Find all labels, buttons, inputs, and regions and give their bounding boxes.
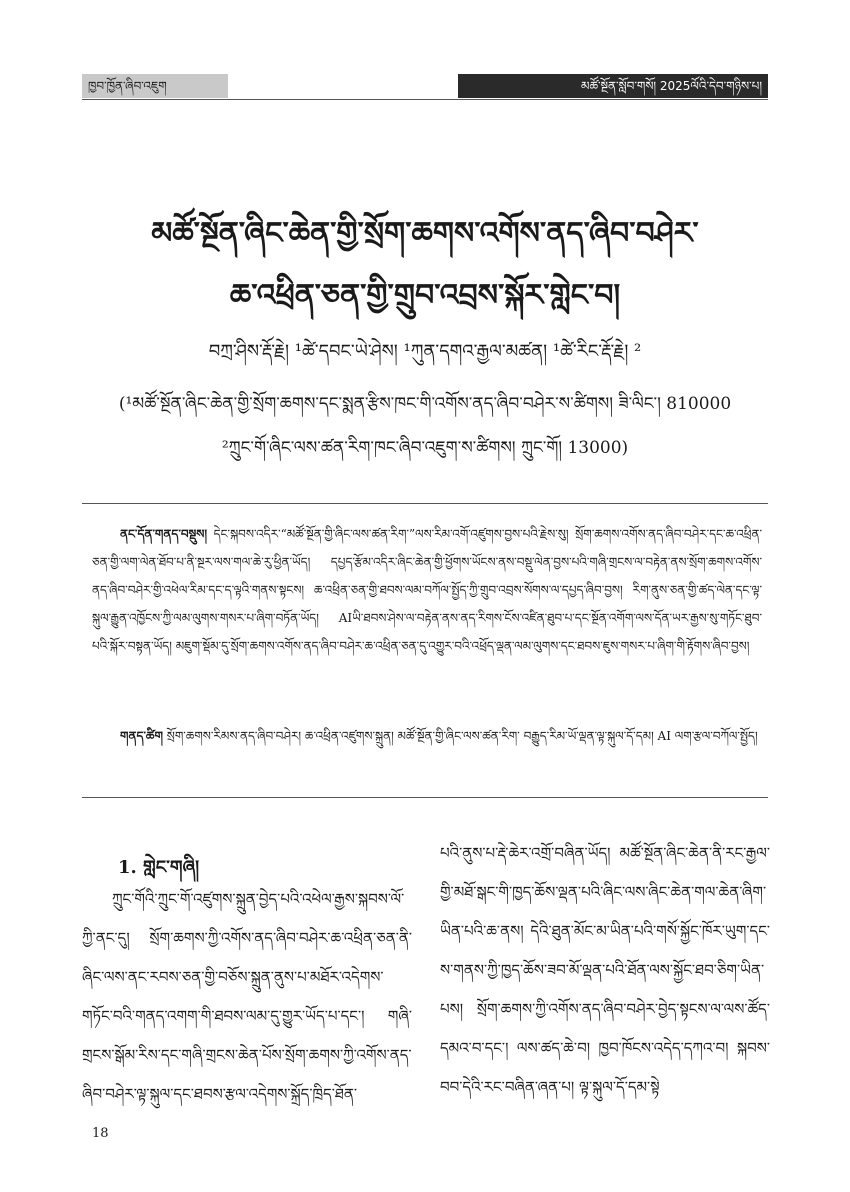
section-heading-introduction: 1. གླེང་གཞི། — [118, 857, 200, 878]
page-number: 18 — [92, 1126, 109, 1141]
abstract-top-rule — [82, 503, 768, 504]
keywords-text: སྲོག་ཆགས་རིམས་ནད་ཞིབ་བཤེར། ཆ་འཕྲིན་འཛུགས་སྐྲུན། མཚོ་སྔོན་གྱི་ཞིང་ལས་ཚན་རིག་ བརྒྱུད་རིམ་ཡོ་ལྡན་ལྟ་སྐུལ་དོ་དམ། AI ལག་རྩལ་བཀོལ་སྤྱོད། — [166, 729, 758, 743]
affiliation-line-2: ²ཀྲུང་གོ་ཞིང་ལས་ཚན་རིག་ཁང་ཞིབ་འཇུག་ས་ཚིགས། ཀྲུང་གོ། 13000) — [221, 438, 629, 458]
article-title-line-1: མཚོ་སྔོན་ཞིང་ཆེན་གྱི་སྲོག་ཆགས་འགོས་ནད་ཞིབ་བཤེར་ — [151, 216, 699, 251]
author-list: བཀྲ་ཤིས་རྡོ་རྗེ། ¹ཚེ་དབང་ཡེ་ཤེས། ¹ཀུན་དགའ་རྒྱལ་མཚན། ¹ཚེ་རིང་རྡོ་རྗེ། ² — [208, 341, 642, 362]
running-header-left: ཁྱབ་ཁྱོན་ཞིབ་འཇུག — [82, 74, 228, 98]
abstract-label: ནང་དོན་གནད་བསྡུས། — [120, 527, 208, 541]
keywords-label: གནད་ཚིག — [120, 729, 163, 743]
article-title-line-2: ཆ་འཕྲིན་ཅན་གྱི་གྲུབ་འབྲས་སྐོར་གླེང་བ། — [229, 278, 621, 313]
abstract-text: དེང་སྐབས་འདིར་“མཚོ་སྔོན་གྱི་ཞིང་ལས་ཚན་རིག་”ལས་རིམ་འགོ་འཛུགས་བྱས་པའི་རྗེས་སུ། སྲོག་ཆགས་འགོས་ནད་ཞིབ་བཤེར་དང་ཆ་འཕྲིན་ཅན་གྱི་ལག་ལེན་ཐོབ་པ་ནི་སྔར་ལས་གལ་ཆེ་རུ་ཕྱིན་ཡོད། དཔྱད་རྩོམ་འདིར་ཞིང་ཆེན་གྱི་ཕྱོགས་ཡོངས་ནས་བསྡུ་ལེན་བྱས་པའི་གཞི་གྲངས་ལ་བརྟེན་ནས་སྲོག་ཆགས་འགོས་ནད་ཞིབ་བཤེར་གྱི་འཕེལ་རིམ་དང་ད་ལྟའི་གནས་སྟངས། ཆ་འཕྲིན་ཅན་གྱི་ཐབས་ལམ་བཀོལ་སྤྱོད་ཀྱི་གྲུབ་འབྲས་སོགས་ལ་དཔྱད་ཞིབ་བྱས། རིག་ནུས་ཅན་གྱི་ཚད་ལེན་དང་ལྟ་སྐུལ་རྒྱུན་འཁྱོངས་ཀྱི་ལམ་ལུགས་གསར་པ་ཞིག་བཏོན་ཡོད། AIཡི་ཐབས་ཤེས་ལ་བརྟེན་ནས་ནད་རིགས་ངོས་འཛིན་ཐུབ་པ་དང་སྔོན་འགོག་ལས་དོན་ཡར་རྒྱས་སུ་གཏོང་ཐུབ་པའི་སྐོར་བསྟན་ཡོད། མཇུག་སྡོམ་དུ་སྲོག་ཆགས་འགོས་ནད་ཞིབ་བཤེར་ཆ་འཕྲིན་ཅན་དུ་འགྱུར་བའི་འཕྲོད་ལྡན་ལམ་ལུགས་དང་ཐབས་ཇུས་གསར་པ་ཞིག་གི་རྟོགས་ཞིབ་བྱས། — [92, 527, 762, 653]
keywords — [92, 722, 762, 750]
running-header-right: མཚོ་སྔོན་སློབ་གསོ། 2025ལོའི་དེབ་གཉིས་པ། — [458, 74, 768, 98]
abstract — [92, 520, 762, 660]
affiliation-line-1: (¹མཚོ་སྔོན་ཞིང་ཆེན་གྱི་སྲོག་ཆགས་དང་སྨན་རྩིས་ཁང་གི་འགོས་ནད་ཞིབ་བཤེར་ས་ཚིགས། ཟི་ལིང་། 810000 — [118, 394, 732, 414]
header-divider — [82, 99, 768, 100]
body-column-left: ཀྲུང་གོའི་ཀྲུང་གོ་འཛུགས་སྐྲུན་བྱེད་པའི་འཕེལ་རྒྱས་སྐབས་ལོ་ཀྱི་ནང་དུ། སྲོག་ཆགས་ཀྱི་འགོས་ནད་ཞིབ་བཤེར་ཆ་འཕྲིན་ཅན་ནི་ཞིང་ལས་ནང་རབས་ཅན་གྱི་བཅོས་སྐྲུན་ནུས་པ་མཐོར་འདེགས་གཏོང་བའི་གནད་འགག་གི་ཐབས་ལམ་དུ་གྱུར་ཡོད་པ་དང་། གཞི་གྲངས་སྒོམ་རིས་དང་གཞི་གྲངས་ཆེན་པོས་སྲོག་ཆགས་ཀྱི་འགོས་ནད་ཞིབ་བཤེར་ལྟ་སྐུལ་དང་ཐབས་རྩལ་འདེགས་སྐྲོད་ཁྲིད་ཐོན་ — [82, 890, 412, 1103]
abstract-bottom-rule — [82, 797, 768, 798]
body-column-right: པའི་ནུས་པ་རྡེ་ཆེར་འགྲོ་བཞིན་ཡོད། མཚོ་སྔོན་ཞིང་ཆེན་ནི་རང་རྒྱལ་གྱི་མཐོ་སྒང་གི་ཁྱད་ཆོས་ལྡན་པའི་ཞིང་ལས་ཞིང་ཆེན་གལ་ཆེན་ཞིག་ཡིན་པའི་ཆ་ནས། དེའི་ཐུན་མོང་མ་ཡིན་པའི་གསོ་སྐྱོང་ཁོར་ཡུག་དང་ས་གནས་ཀྱི་ཁྱད་ཆོས་ཟབ་མོ་ལྡན་པའི་ཐོན་ལས་སྐྱོང་ཐབ་ཅིག་ཡིན་པས། སྲོག་ཆགས་ཀྱི་འགོས་ནད་ཞིབ་བཤེར་བྱེད་སྟངས་ལ་ལས་ཚོད་དམའ་བ་དང་། ལས་ཚད་ཆེ་བ། ཁྱབ་ཁོངས་འདེད་དཀའ་བ། སྐབས་བབ་དེའི་རང་བཞིན་ཞན་པ། ལྟ་སྐུལ་དོ་དམ་སྟེ — [440, 844, 770, 1096]
